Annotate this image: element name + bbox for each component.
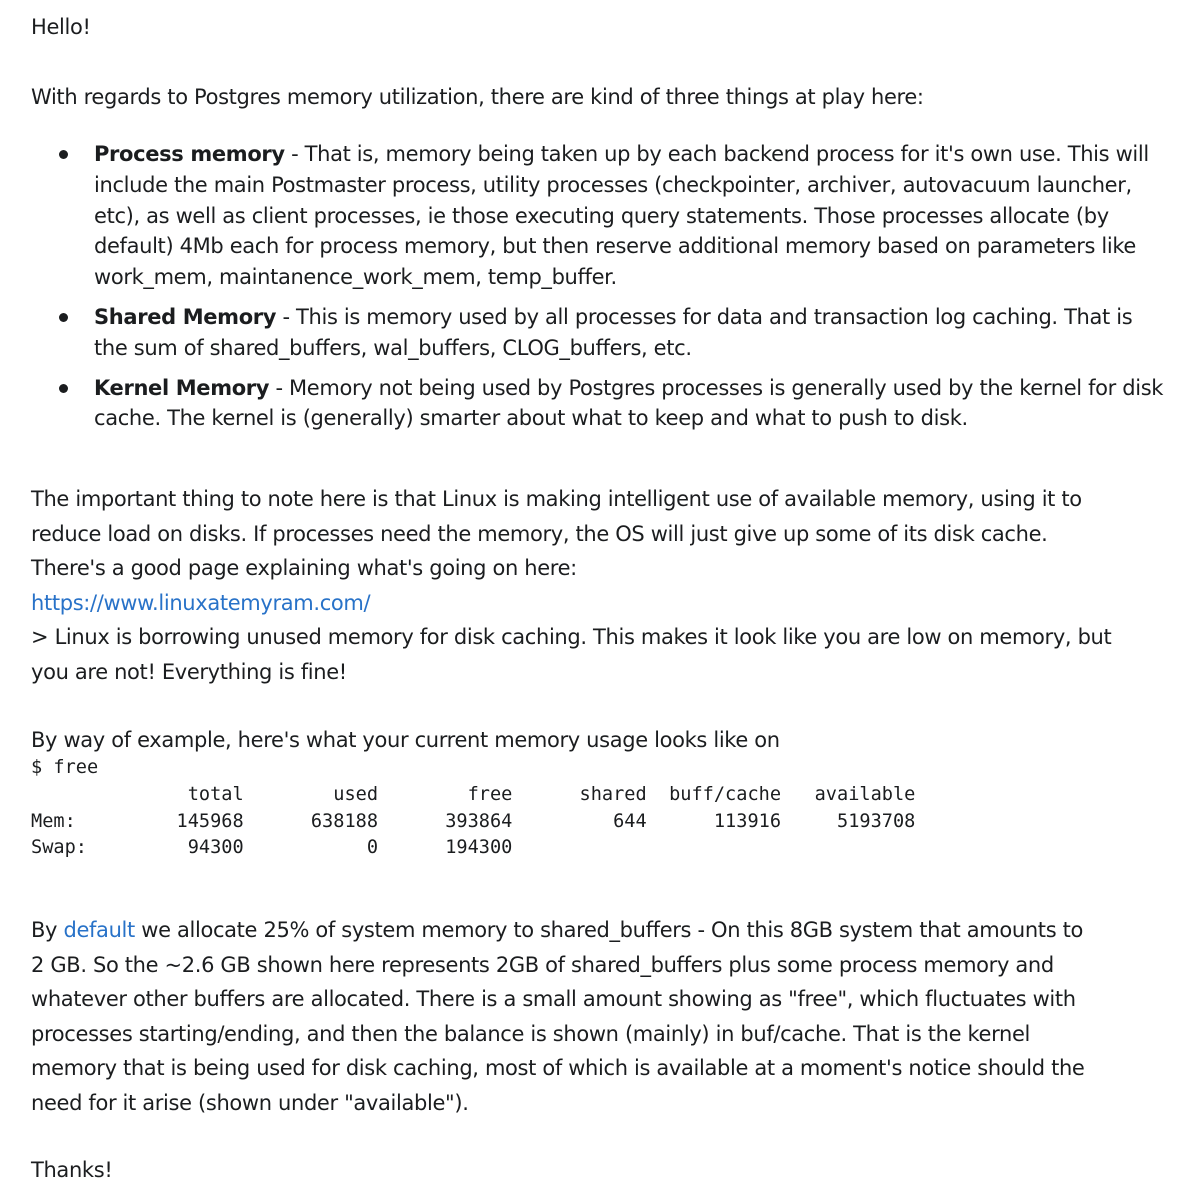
signoff: Thanks! xyxy=(31,1158,113,1182)
bullet-term: Process memory xyxy=(94,142,285,166)
bullet-term: Shared Memory xyxy=(94,304,277,329)
bullet-dot-icon xyxy=(59,313,68,322)
memory-types-list xyxy=(0,139,1200,434)
text-line: There's a good page explaining what's going on here: xyxy=(31,556,577,580)
code-line-header: total used free shared buff/cache available xyxy=(31,783,916,805)
text-fragment: By xyxy=(31,918,64,942)
code-line-mem: Mem: 145968 638188 393864 644 113916 5193708 xyxy=(31,810,916,832)
text-line: 2 GB. So the ~2.6 GB shown here represents 2GB of shared_buffers plus some process memory and xyxy=(31,952,1054,977)
bullet-shared-memory xyxy=(0,302,1200,364)
quote-line: > Linux is borrowing unused memory for disk caching. This makes it look like you are low on memory, but xyxy=(31,625,1112,649)
bullet-kernel-memory xyxy=(0,373,1200,435)
bullet-text: - This is memory used by all processes for data and transaction log caching. That is the sum of shared_buffers, wal_buffers, CLOG_buffers, etc. xyxy=(94,304,1133,360)
code-line-command: $ free xyxy=(31,757,99,778)
text-line: processes starting/ending, and then the balance is shown (mainly) in buf/cache. That is the kernel xyxy=(31,1021,1031,1046)
intro-paragraph: With regards to Postgres memory utilization, there are kind of three things at play here: xyxy=(31,85,924,109)
bullet-process-memory xyxy=(0,139,1200,293)
free-command-output xyxy=(31,755,915,862)
text-fragment: we allocate 25% of system memory to shared_buffers - On this 8GB system that amounts to xyxy=(134,918,1083,942)
quote-line: you are not! Everything is fine! xyxy=(31,659,347,684)
bullet-dot-icon xyxy=(59,150,68,159)
code-line-swap: Swap: 94300 0 194300 xyxy=(31,837,513,859)
greeting: Hello! xyxy=(31,15,91,39)
text-line: whatever other buffers are allocated. There is a small amount showing as "free", which fluctuates with xyxy=(31,987,1076,1011)
linuxatemyram-link[interactable]: https://www.linuxatemyram.com/ xyxy=(31,590,371,615)
bullet-term: Kernel Memory xyxy=(94,375,270,400)
linux-paragraph xyxy=(31,482,1111,689)
example-intro: By way of example, here's what your current memory usage looks like on xyxy=(31,728,780,752)
bullet-text: - Memory not being used by Postgres processes is generally used by the kernel for disk cache. The kernel is (generally) smarter about what to keep and what to push to disk. xyxy=(94,375,1164,431)
bullet-text: - That is, memory being taken up by each backend process for it's own use. This will include the main Postmaster process, utility processes (checkpointer, archiver, autovacuum launcher, etc), as well as client processes, ie those executing query statements. Those processes allocate (by default) 4Mb each for process memory, but then reserve additional memory based on parameters like work_mem, maintanence_work_mem, temp_buffer. xyxy=(94,142,1149,290)
text-line: need for it arise (shown under "available"). xyxy=(31,1090,469,1115)
closing-paragraph xyxy=(31,913,1085,1120)
text-line: memory that is being used for disk caching, most of which is available at a moment's notice should the xyxy=(31,1056,1085,1080)
default-link[interactable]: default xyxy=(63,918,135,942)
text-line: The important thing to note here is that Linux is making intelligent use of available memory, using it to xyxy=(31,487,1082,511)
bullet-dot-icon xyxy=(59,384,68,393)
text-line: reduce load on disks. If processes need the memory, the OS will just give up some of its disk cache. xyxy=(31,521,1048,546)
